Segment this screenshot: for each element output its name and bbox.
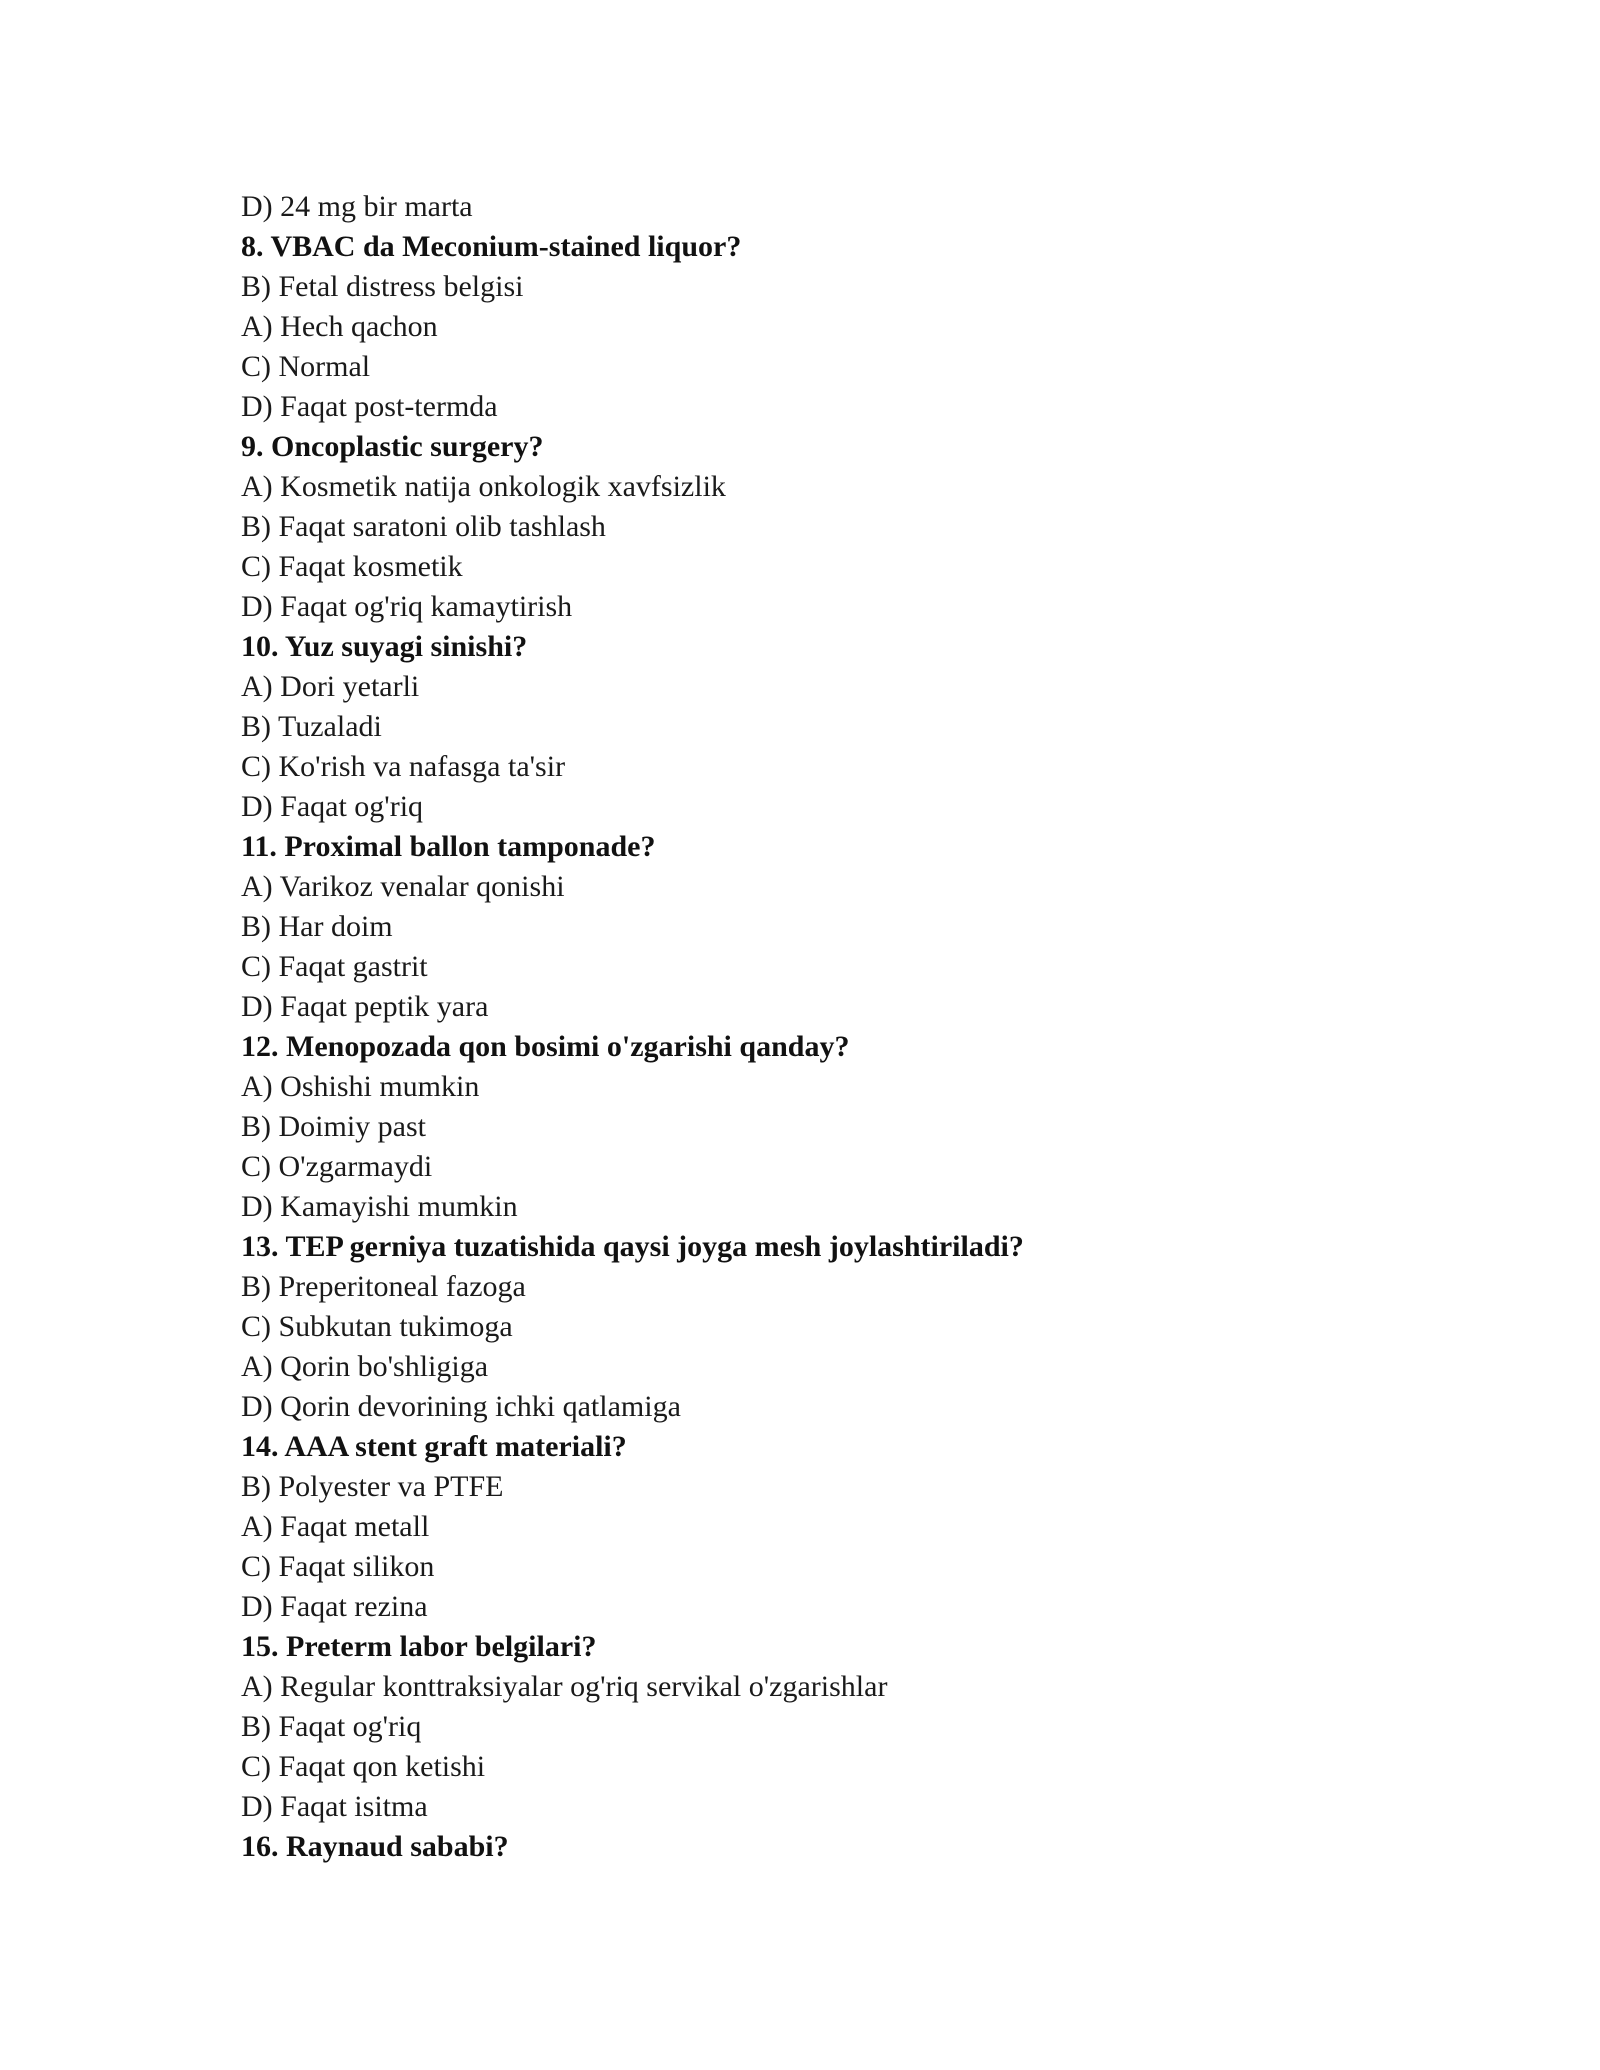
answer-option: D) Faqat og'riq [241, 790, 424, 823]
answer-option: D) Qorin devorining ichki qatlamiga [241, 1390, 681, 1423]
question-text: 10. Yuz suyagi sinishi? [241, 630, 528, 663]
answer-option: A) Hech qachon [241, 310, 438, 343]
answer-option: B) Preperitoneal fazoga [241, 1270, 526, 1303]
answer-option: C) Faqat kosmetik [241, 550, 463, 583]
question-text: 14. AAA stent graft materiali? [241, 1430, 627, 1463]
question-text: 8. VBAC da Meconium-stained liquor? [241, 230, 742, 263]
question-text: 13. TEP gerniya tuzatishida qaysi joyga mesh joylashtiriladi? [241, 1230, 1024, 1263]
answer-option: B) Faqat og'riq [241, 1710, 422, 1743]
answer-option: D) Faqat og'riq kamaytirish [241, 590, 573, 623]
answer-option: C) Ko'rish va nafasga ta'sir [241, 750, 566, 783]
answer-option: B) Doimiy past [241, 1110, 426, 1143]
question-text: 16. Raynaud sababi? [241, 1830, 509, 1863]
answer-option: A) Varikoz venalar qonishi [241, 870, 565, 903]
answer-option: D) Faqat peptik yara [241, 990, 489, 1023]
answer-option: D) 24 mg bir marta [241, 190, 473, 223]
answer-option: C) Subkutan tukimoga [241, 1310, 513, 1343]
question-text: 15. Preterm labor belgilari? [241, 1630, 597, 1663]
answer-option: B) Har doim [241, 910, 393, 943]
answer-option: A) Qorin bo'shligiga [241, 1350, 489, 1383]
answer-option: B) Fetal distress belgisi [241, 270, 524, 303]
answer-option: A) Regular konttraksiyalar og'riq servikal o'zgarishlar [241, 1670, 888, 1703]
question-text: 12. Menopozada qon bosimi o'zgarishi qanday? [241, 1030, 850, 1063]
answer-option: C) Faqat silikon [241, 1550, 435, 1583]
answer-option: B) Polyester va PTFE [241, 1470, 504, 1503]
answer-option: C) Faqat gastrit [241, 950, 428, 983]
answer-option: A) Faqat metall [241, 1510, 430, 1543]
quiz-content [241, 187, 1441, 1867]
answer-option: C) O'zgarmaydi [241, 1150, 433, 1183]
answer-option: B) Tuzaladi [241, 710, 382, 743]
answer-option: D) Kamayishi mumkin [241, 1190, 518, 1223]
answer-option: D) Faqat isitma [241, 1790, 428, 1823]
answer-option: C) Faqat qon ketishi [241, 1750, 486, 1783]
question-text: 9. Oncoplastic surgery? [241, 430, 544, 463]
answer-option: A) Dori yetarli [241, 670, 420, 703]
answer-option: A) Oshishi mumkin [241, 1070, 480, 1103]
answer-option: D) Faqat rezina [241, 1590, 428, 1623]
answer-option: D) Faqat post-termda [241, 390, 498, 423]
answer-option: A) Kosmetik natija onkologik xavfsizlik [241, 470, 726, 503]
question-text: 11. Proximal ballon tamponade? [241, 830, 656, 863]
answer-option: C) Normal [241, 350, 371, 383]
answer-option: B) Faqat saratoni olib tashlash [241, 510, 606, 543]
